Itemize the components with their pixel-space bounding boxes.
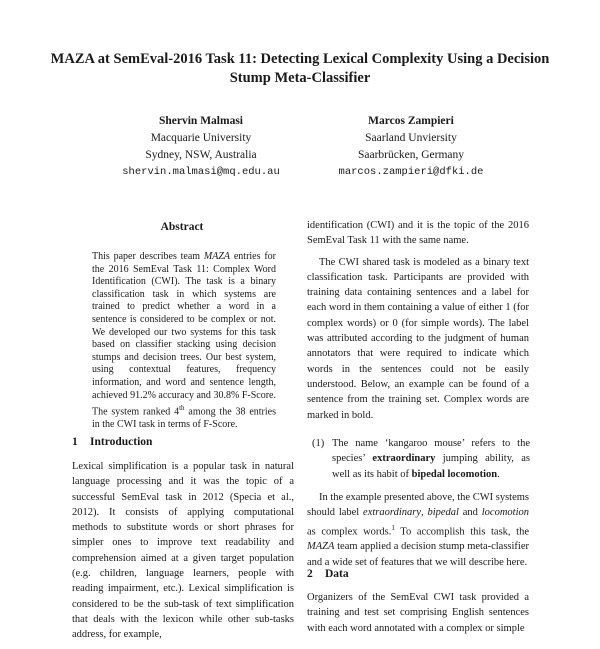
data-section-text: Organizers of the SemEval CWI task provided a training and test set comprising English sentences with each word annotated with a complex or simple xyxy=(307,592,529,634)
introduction-text: Lexical simplification is a popular task in natural language processing and it was the topic of a successful SemEval task in 2012 (Specia et al., 2012). It consists of applying computational methods to substitute words or short phrases for simpler ones to improve text readability and comprehension aimed at a given target population (e.g. children, language learners, people with reading impairment, etc.). Lexical simplification is considered to be the sub-task of text simplification that deals with the lexicon while other sub-tasks address, for example, xyxy=(72,461,294,641)
paragraph: In the example presented above, the CWI systems should label extraordinary, bipedal and locomotion as complex words.$^1$ To accomplish this task, the MAZA team applied a decision stump meta-classifier and a wide set of features that we will describe here. xyxy=(307,492,529,568)
author-block xyxy=(86,113,316,181)
section-heading-data: 2 Data xyxy=(307,568,349,580)
right-column-text xyxy=(307,218,529,429)
section-heading-introduction: 1 Introduction xyxy=(72,436,153,448)
author-email: shervin.malmasi@mq.edu.au xyxy=(122,166,280,178)
example-sentence: (1) The name ‘kangaroo mouse’ refers to the species’ extraordinary jumping ability, as well as its habit of bipedal locomotion. xyxy=(312,438,530,480)
author-email: marcos.zampieri@dfki.de xyxy=(338,166,484,178)
author-location: Saarbrücken, Germany xyxy=(357,149,464,161)
paragraph: identification (CWI) and it is the topic of the 2016 SemEval Task 11 with the same name. xyxy=(307,220,529,247)
footnote-marker: 1 xyxy=(391,523,395,532)
author-location: Sydney, NSW, Australia xyxy=(145,149,257,161)
author-block xyxy=(296,113,526,181)
abstract-heading: Abstract xyxy=(160,221,204,233)
author-affiliation: Macquarie University xyxy=(150,132,252,144)
author-affiliation: Saarland Unviersity xyxy=(365,132,457,144)
author-name: Shervin Malmasi xyxy=(158,115,243,127)
paper-title: MAZA at SemEval-2016 Task 11: Detecting Lexical Complexity Using a Decision Stump Meta-Classifier xyxy=(50,51,550,86)
author-name: Marcos Zampieri xyxy=(368,115,454,127)
abstract-text: This paper describes team MAZA entries for the 2016 SemEval Task 11: Complex Word Identification (CWI). The task is a binary classification task in which systems are trained to predict whether a word in a sentence is considered to be complex or not. We developed our two systems for this task based on classifier stacking using decision stumps and decision trees. Our best system, using contextual features, frequency information, and word and sentence length, achieved 91.2% accuracy and 30.8% F-Score. The system ranked 4th among the 38 entries in the CWI task in terms of F-Score. xyxy=(92,251,276,431)
paragraph: The CWI shared task is modeled as a binary text classification task. Participants are provided with training data containing sentences and a label for each word in them containing a value of either 1 (for complex words) or 0 (for simple words). The label was attributed according to the judgment of human annotators that were required to indicate which words in the sentences could not be easily understood. Below, an example can be found of a sentence from the training set. Complex words are marked in bold. xyxy=(307,256,529,421)
